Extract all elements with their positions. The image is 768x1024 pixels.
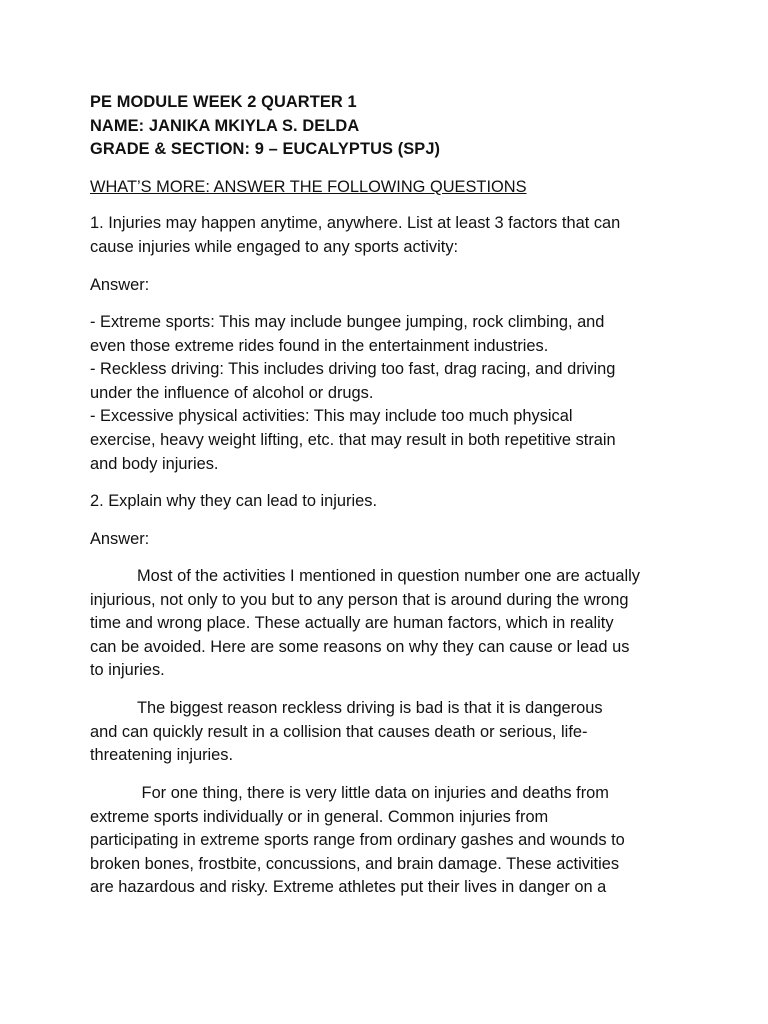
- answer-1-label: Answer:: [90, 276, 150, 294]
- answer-2-label: Answer:: [90, 530, 150, 548]
- paragraph-line: time and wrong place. These actually are human factors, which in reality: [90, 614, 614, 633]
- paragraph-line: can be avoided. Here are some reasons on why they can cause or lead us: [90, 637, 630, 656]
- paragraph-line: to injuries.: [90, 661, 165, 680]
- answer-2-paragraph-2: [90, 697, 690, 768]
- paragraph-line: threatening injuries.: [90, 746, 234, 765]
- answer-1-line: and body injuries.: [90, 454, 219, 473]
- document-header: [90, 91, 710, 162]
- question-1-line: cause injuries while engaged to any sports activity:: [90, 237, 459, 256]
- answer-1-line: even those extreme rides found in the entertainment industries.: [90, 336, 549, 355]
- answer-2-paragraph-3: [90, 782, 690, 900]
- answer-1-line: - Reckless driving: This includes driving too fast, drag racing, and driving: [90, 360, 616, 379]
- student-name: NAME: JANIKA MKIYLA S. DELDA: [90, 116, 360, 135]
- paragraph-line: and can quickly result in a collision that causes death or serious, life-: [90, 722, 588, 741]
- paragraph-line: are hazardous and risky. Extreme athletes put their lives in danger on a: [90, 878, 607, 897]
- answer-1-line: exercise, heavy weight lifting, etc. that may result in both repetitive strain: [90, 430, 616, 449]
- answer-2-paragraph-1: [90, 565, 690, 683]
- answer-1-line: - Excessive physical activities: This may include too much physical: [90, 407, 573, 426]
- answer-1-line: - Extreme sports: This may include bungee jumping, rock climbing, and: [90, 313, 605, 331]
- question-1-line: 1. Injuries may happen anytime, anywhere. List at least 3 factors that can: [90, 214, 621, 232]
- module-title: PE MODULE WEEK 2 QUARTER 1: [90, 93, 357, 111]
- paragraph-line: extreme sports individually or in general. Common injuries from: [90, 807, 549, 826]
- answer-1-line: under the influence of alcohol or drugs.: [90, 383, 374, 402]
- paragraph-line: participating in extreme sports range from ordinary gashes and wounds to: [90, 831, 625, 850]
- paragraph-line: For one thing, there is very little data on injuries and deaths from: [137, 784, 609, 802]
- paragraph-line: The biggest reason reckless driving is bad is that it is dangerous: [137, 699, 603, 717]
- answer-1: [90, 311, 690, 476]
- question-1: [90, 212, 690, 259]
- section-heading: WHAT’S MORE: ANSWER THE FOLLOWING QUESTIONS: [90, 178, 527, 196]
- paragraph-line: injurious, not only to you but to any person that is around during the wrong: [90, 590, 629, 609]
- grade-section: GRADE & SECTION: 9 – EUCALYPTUS (SPJ): [90, 140, 441, 159]
- paragraph-line: broken bones, frostbite, concussions, and brain damage. These activities: [90, 854, 620, 873]
- question-2: 2. Explain why they can lead to injuries.: [90, 492, 377, 510]
- paragraph-line: Most of the activities I mentioned in question number one are actually: [137, 567, 640, 585]
